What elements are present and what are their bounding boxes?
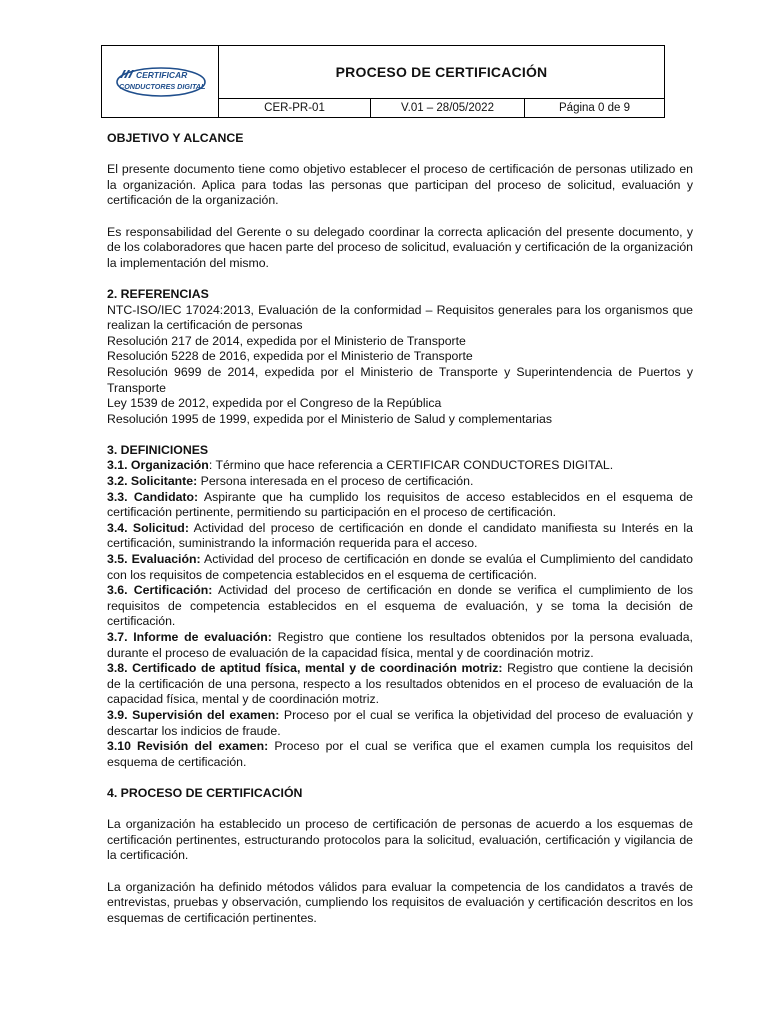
definition-term: 3.2. Solicitante: [107, 474, 198, 489]
page-number: Página 0 de 9 [559, 102, 630, 114]
reference-item: Resolución 9699 de 2014, expedida por el Ministerio de Transporte y Superintendencia de Puertos y Transporte [107, 364, 693, 395]
definition-item [107, 661, 693, 708]
svg-text:CERTIFICAR: CERTIFICAR [136, 69, 188, 80]
reference-item: Resolución 217 de 2014, expedida por el Ministerio de Transporte [107, 333, 466, 348]
definition-item [107, 708, 693, 739]
svg-text:CONDUCTORES DIGITAL: CONDUCTORES DIGITAL [119, 81, 206, 91]
paragraph: La organización ha establecido un proceso de certificación de personas de acuerdo a los esquemas de certificación pertinentes, estructurando protocolos para la solicitud, evaluación, certificación y vigilancia de la certificación. [107, 817, 693, 863]
document-body [107, 131, 693, 926]
section-heading-definiciones: 3. DEFINICIONES [107, 442, 209, 457]
section-heading-proceso: 4. PROCESO DE CERTIFICACIÓN [107, 785, 303, 800]
definition-text: Registro que contiene la decisión de la certificación de una persona, respecto a los resultados obtenidos en el proceso de evaluación de la capacidad física, mental y de coordinación motriz. [107, 661, 693, 707]
definition-term: 3.7. Informe de evaluación: [107, 630, 272, 644]
references-list [107, 303, 693, 428]
definition-term: 3.3. Candidato: [107, 489, 199, 504]
definition-text: Registro que contiene los resultados obtenidos por la persona evaluada, durante el proceso de evaluación de la capacidad física, mental y de coordinación motriz. [107, 630, 693, 660]
definition-term: 3.8. Certificado de aptitud física, mental y de coordinación motriz: [107, 661, 503, 676]
definition-item [107, 521, 693, 552]
company-logo [114, 65, 206, 99]
reference-item: Resolución 5228 de 2016, expedida por el Ministerio de Transporte [107, 349, 473, 364]
document-title: PROCESO DE CERTIFICACIÓN [219, 46, 664, 99]
definition-item [107, 490, 693, 521]
definitions-list [107, 458, 693, 770]
section-heading-objetivo: OBJETIVO Y ALCANCE [107, 131, 244, 145]
definition-term: 3.9. Supervisión del examen: [107, 707, 280, 722]
definition-text: Proceso por el cual se verifica que el examen cumpla los requisitos del esquema de certificación. [107, 739, 693, 769]
section-heading-referencias: 2. REFERENCIAS [107, 286, 209, 301]
definition-text: Proceso por el cual se verifica la objetividad del proceso de evaluación y descartar los indicios de fraude. [107, 707, 693, 738]
document-header-table [101, 45, 665, 118]
definition-term: 3.4. Solicitud: [107, 520, 189, 535]
paragraph: Es responsabilidad del Gerente o su delegado coordinar la correcta aplicación del presente documento, y de los colaboradores que hacen parte del proceso de solicitud, evaluación y certificación de la organización la implementación del mismo. [107, 224, 693, 270]
reference-item: Resolución 1995 de 1999, expedida por el Ministerio de Salud y complementarias [107, 411, 553, 426]
definition-item [107, 474, 693, 490]
definition-text: Aspirante que ha cumplido los requisitos de acceso establecidos en el esquema de certificación pertinente, permitiendo su participación en el proceso de certificación. [107, 489, 694, 520]
definition-text: Actividad del proceso de certificación en donde se verifica el cumplimiento de los requisitos de competencia establecidos en el esquema de evaluación, y se toma la decisión de certificación. [107, 583, 693, 629]
definition-text: Actividad del proceso de certificación en donde se evalúa el Cumplimiento del candidato con los requisitos de competencia establecidos en el esquema de certificación. [107, 552, 693, 582]
definition-term: 3.10 Revisión del examen: [107, 739, 269, 754]
definition-item [107, 630, 693, 661]
definition-text: Actividad del proceso de certificación en donde el candidato manifiesta su Interés en la certificación, suministrando la información requerida para el acceso. [107, 520, 693, 551]
reference-item: Ley 1539 de 2012, expedida por el Congreso de la República [107, 396, 442, 411]
definition-term: 3.1. Organización [107, 458, 209, 473]
paragraph: El presente documento tiene como objetivo establecer el proceso de certificación de personas utilizado en la organización. Aplica para todas las personas que participan del proceso de solicitud, evaluación y certificación de la organización. [107, 162, 693, 208]
logo-cell [102, 46, 219, 117]
definition-item [107, 458, 693, 474]
definition-text: Persona interesada en el proceso de certificación. [197, 474, 474, 489]
definition-item [107, 583, 693, 630]
definition-item [107, 552, 693, 583]
reference-item: NTC-ISO/IEC 17024:2013, Evaluación de la conformidad – Requisitos generales para los organismos que realizan la certificación de personas [107, 302, 693, 333]
paragraph: La organización ha definido métodos válidos para evaluar la competencia de los candidatos a través de entrevistas, pruebas y observación, cumpliendo los requisitos de evaluación y certificación descritos en los esquemas de certificación pertinentes. [107, 879, 693, 925]
document-version: V.01 – 28/05/2022 [371, 99, 525, 117]
document-meta-row [219, 99, 664, 117]
document-code: CER-PR-01 [219, 99, 371, 117]
definition-term: 3.6. Certificación: [107, 583, 213, 598]
definition-item [107, 739, 693, 770]
definition-term: 3.5. Evaluación: [107, 552, 201, 567]
definition-text: : Término que hace referencia a CERTIFICAR CONDUCTORES DIGITAL. [208, 458, 614, 473]
